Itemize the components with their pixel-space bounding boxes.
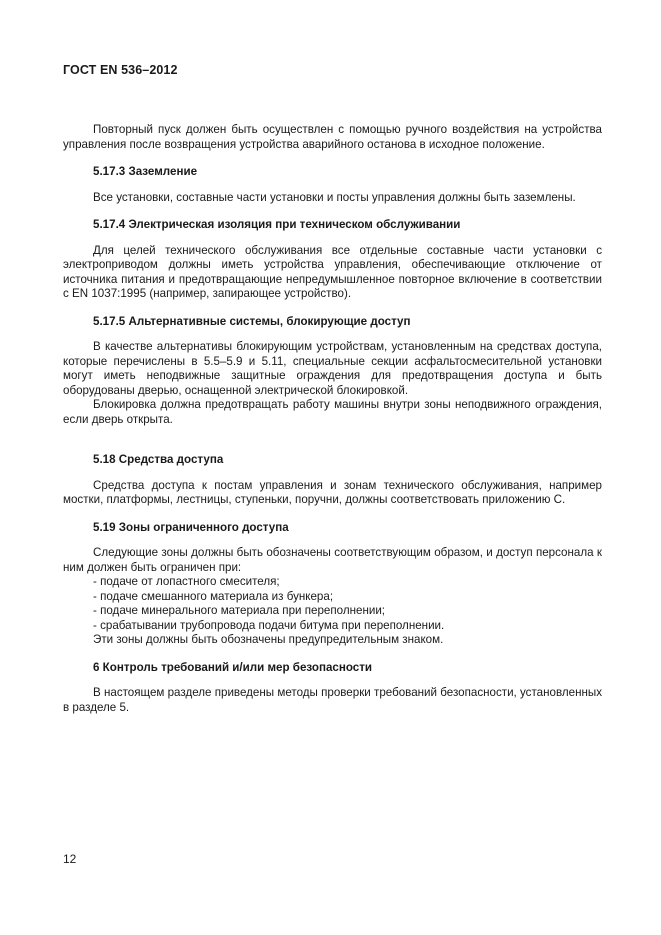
document-header: ГОСТ EN 536–2012	[63, 63, 178, 77]
restricted-zones-list	[63, 575, 602, 633]
heading-5-17-4: 5.17.4 Электрическая изоляция при техническом обслуживании	[93, 218, 461, 231]
heading-6: 6 Контроль требований и/или мер безопасности	[93, 660, 373, 674]
document-body	[63, 123, 602, 715]
list-item: - срабатывании трубопровода подачи битума при переполнении.	[93, 618, 445, 632]
list-item: - подаче смешанного материала из бункера;	[93, 589, 334, 603]
paragraph-5-17-5-a: В качестве альтернативы блокирующим устройствам, установленным на средствах доступа, которые перечислены в 5.5–5.9 и 5.11, специальные секции асфальтосмесительной установки могут иметь неподвижные защитные ограждения для предотвращения доступа и быть оборудованы дверью, оснащенной электрической блокировкой.	[63, 340, 602, 397]
paragraph-5-17-3: Все установки, составные части установки и посты управления должны быть заземлены.	[93, 190, 576, 204]
paragraph-5-17-5-b: Блокировка должна предотвращать работу машины внутри зоны неподвижного ограждения, если дверь открыта.	[63, 398, 602, 426]
paragraph-restart: Повторный пуск должен быть осуществлен с помощью ручного воздействия на устройства управления после возвращения устройства аварийного останова в исходное положение.	[63, 123, 602, 151]
heading-5-19: 5.19 Зоны ограниченного доступа	[93, 520, 289, 534]
list-item: - подаче минерального материала при переполнении;	[93, 604, 386, 617]
paragraph-5-18: Средства доступа к постам управления и зонам технического обслуживания, например мостки, платформы, лестницы, ступеньки, поручни, должны соответствовать приложению С.	[63, 478, 602, 506]
paragraph-5-19-a: Следующие зоны должны быть обозначены соответствующим образом, и доступ персонала к ним должен быть ограничен при:	[63, 546, 602, 574]
heading-5-17-5: 5.17.5 Альтернативные системы, блокирующие доступ	[93, 314, 411, 328]
heading-5-18: 5.18 Средства доступа	[93, 453, 224, 466]
paragraph-6: В настоящем разделе приведены методы проверки требований безопасности, установленных в разделе 5.	[63, 686, 602, 714]
paragraph-5-19-b: Эти зоны должны быть обозначены предупредительным знаком.	[93, 633, 444, 646]
list-item: - подаче от лопастного смесителя;	[93, 575, 280, 588]
heading-5-17-3: 5.17.3 Заземление	[93, 165, 198, 178]
paragraph-5-17-4: Для целей технического обслуживания все отдельные составные части установки с электроприводом должны иметь устройства управления, обеспечивающие отключение от источника питания и предотвращающие непредумышленное повторное включение в соответствии с EN 1037:1995 (например, запирающее устройство).	[63, 243, 602, 300]
page-number: 12	[63, 852, 77, 866]
